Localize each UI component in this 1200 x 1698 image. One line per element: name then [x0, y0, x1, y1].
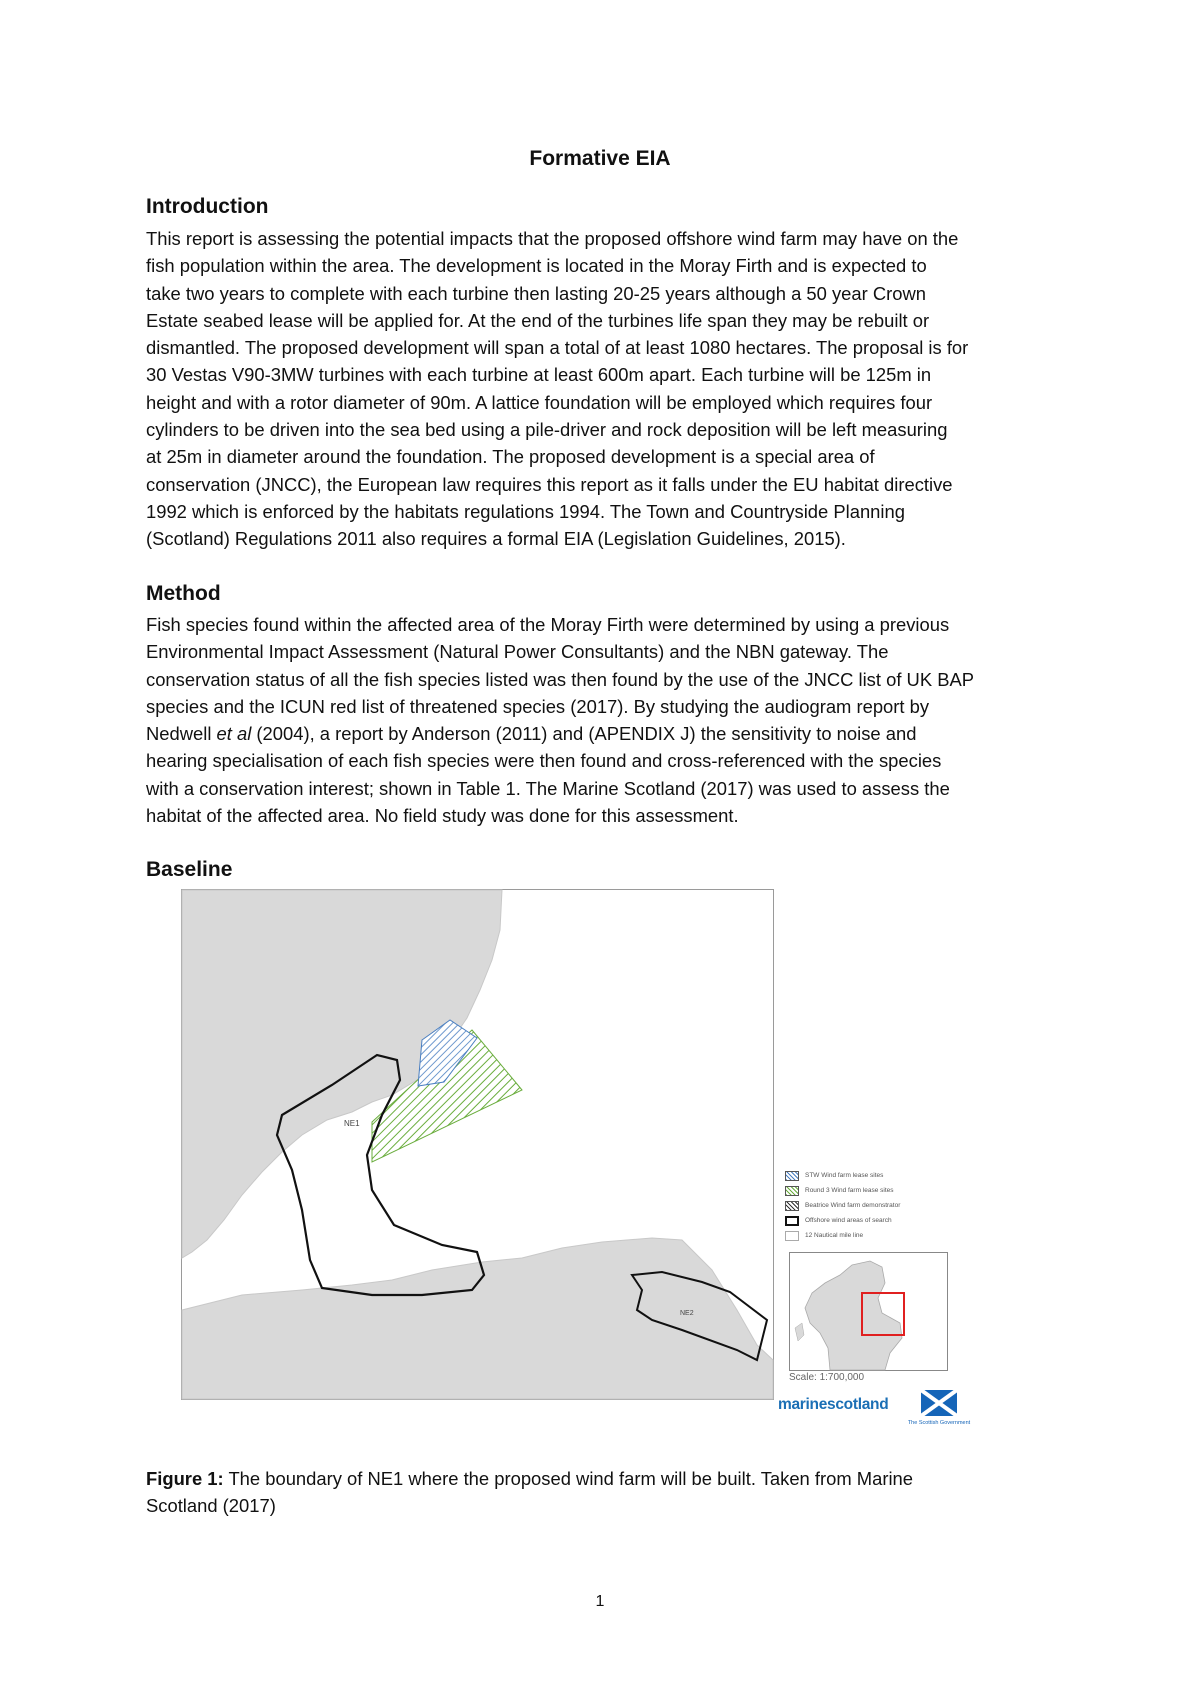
scottish-government-logo [907, 1390, 971, 1434]
intro-line: height and with a rotor diameter of 90m. A lattice foundation will be employed which requires four [146, 391, 933, 413]
ne1-label: NE1 [344, 1119, 360, 1128]
method-line [146, 720, 1066, 747]
page-number: 1 [595, 1593, 605, 1610]
legend-label: 12 Nautical mile line [805, 1232, 864, 1239]
legend-item [785, 1228, 965, 1243]
method-line: Environmental Impact Assessment (Natural Power Consultants) and the NBN gateway. The [146, 641, 889, 663]
intro-line: (Scotland) Regulations 2011 also requires a formal EIA (Legislation Guidelines, 2015). [146, 528, 846, 550]
legend-item [785, 1168, 965, 1183]
moray-firth-map [182, 890, 773, 1399]
method-paragraph [146, 611, 1066, 829]
method-line: with a conservation interest; shown in Table 1. The Marine Scotland (2017) was used to assess the [146, 777, 950, 799]
method-line: hearing specialisation of each fish species were then found and cross-referenced with the species [146, 750, 942, 772]
legend-label: STW Wind farm lease sites [805, 1172, 884, 1179]
intro-line: take two years to complete with each turbine then lasting 20-25 years although a 50 year Crown [146, 282, 927, 304]
map-figure [181, 889, 774, 1400]
legend-label: Beatrice Wind farm demonstrator [805, 1202, 901, 1209]
figure-caption [146, 1465, 1046, 1520]
intro-line: dismantled. The proposed development will span a total of at least 1080 hectares. The proposal is for [146, 337, 969, 359]
intro-line: This report is assessing the potential impacts that the proposed offshore wind farm may have on the [146, 228, 959, 249]
legend-label: Offshore wind areas of search [805, 1217, 892, 1224]
method-heading: Method [146, 582, 221, 605]
nedwell-ref: Nedwell et al (2004), a report by Anderson (2011) and (APENDIX J) the sensitivity to noise and [146, 723, 917, 745]
intro-line: Estate seabed lease will be applied for. At the end of the turbines life span they may be rebuilt or [146, 309, 930, 331]
method-line: conservation status of all the fish species listed was then found by the use of the JNCC list of UK BAP [146, 668, 975, 690]
marine-scotland-logo: marinescotland [778, 1396, 889, 1413]
introduction-paragraph [146, 225, 1066, 553]
caption-text: The boundary of NE1 where the proposed wind farm will be built. Taken from Marine [223, 1468, 913, 1489]
intro-line: cylinders to be driven into the sea bed using a pile-driver and rock deposition will be left measuring [146, 419, 948, 441]
hatch-icon [785, 1171, 799, 1181]
hatch-icon [785, 1186, 799, 1196]
outline-icon [785, 1231, 799, 1241]
inset-locator-map [789, 1252, 948, 1371]
legend-item [785, 1183, 965, 1198]
document-title: Formative EIA [529, 147, 671, 170]
hatch-icon [785, 1201, 799, 1211]
intro-line: 30 Vestas V90-3MW turbines with each turbine at least 600m apart. Each turbine will be 125m in [146, 364, 932, 386]
intro-line: at 25m in diameter around the foundation. The proposed development is a special area of [146, 446, 875, 468]
intro-line: conservation (JNCC), the European law requires this report as it falls under the EU habitat directive [146, 473, 953, 495]
legend-label: Round 3 Wind farm lease sites [805, 1187, 894, 1194]
baseline-heading: Baseline [146, 858, 233, 881]
method-line: species and the ICUN red list of threatened species (2017). By studying the audiogram report by [146, 695, 930, 717]
intro-line: fish population within the area. The development is located in the Moray Firth and is expected to [146, 255, 927, 277]
outline-icon [785, 1216, 799, 1226]
caption-line2: Scotland (2017) [146, 1495, 276, 1517]
inset-map-graphic [790, 1253, 947, 1370]
method-line: Fish species found within the affected area of the Moray Firth were determined by using a previous [146, 614, 950, 635]
caption-label: Figure 1: [146, 1468, 224, 1489]
legend-item [785, 1213, 965, 1228]
map-legend [785, 1168, 965, 1243]
gov-logo-text: The Scottish Government [907, 1420, 971, 1426]
ne2-label: NE2 [680, 1310, 694, 1317]
map-scale: Scale: 1:700,000 [789, 1372, 865, 1383]
introduction-heading: Introduction [146, 195, 269, 218]
method-line: habitat of the affected area. No field study was done for this assessment. [146, 805, 739, 827]
legend-item [785, 1198, 965, 1213]
intro-line: 1992 which is enforced by the habitats regulations 1994. The Town and Countryside Planning [146, 500, 905, 522]
